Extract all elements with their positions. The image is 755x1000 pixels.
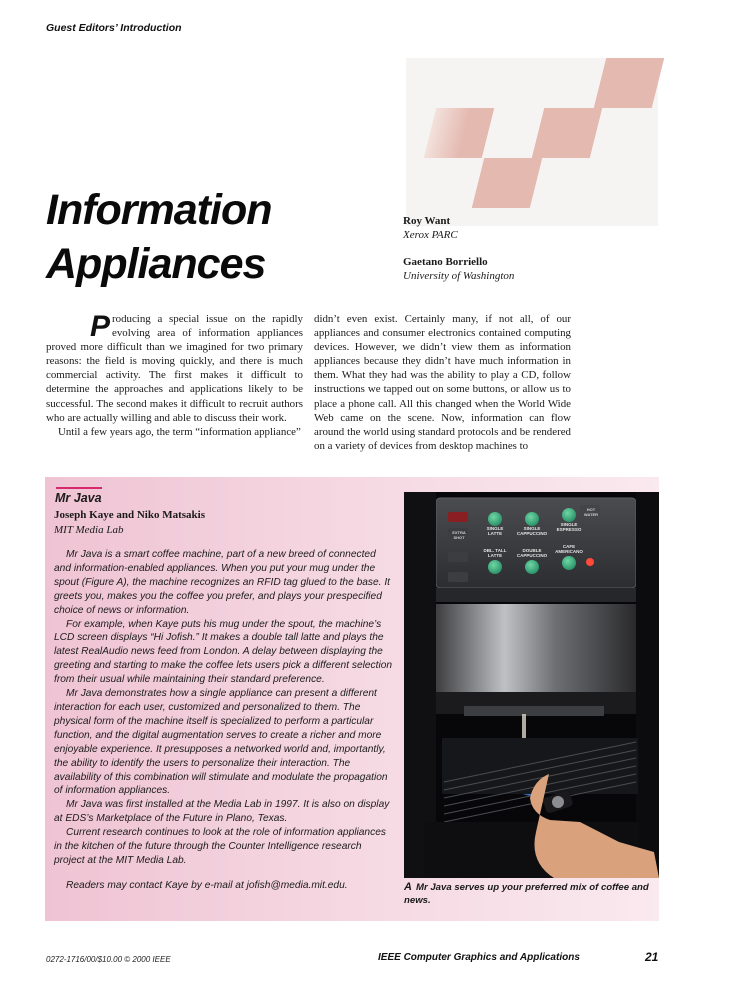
drink-button-light <box>562 508 576 522</box>
drink-button-light <box>562 556 576 570</box>
author-block <box>403 255 514 283</box>
body-paragraph: didn’t even exist. Certainly many, if not all, of our appliances and consumer electronics contained computing devices. However, we didn’t view them as information appliances because they didn’t have much information in them. What they had was the ability to play a CD, follow instructions we tapped out on some buttons, or allow us to place a phone call. All this changed when the World Wide Web came on the scene. Now, information can flow around the world using standard protocols and be rendered on a variety of devices from desktop machines to <box>314 313 571 452</box>
sidebar-contact: Readers may contact Kaye by e-mail at jofish@media.mit.edu. <box>66 879 348 891</box>
caption-label: A <box>404 881 412 893</box>
body-column-2 <box>314 312 571 453</box>
drink-button-label: DBL. TALL <box>483 548 507 553</box>
sidebar-paragraph: Current research continues to look at the role of information appliances in the kitchen of the future through the Counter Intelligence research project at the MIT Media Lab. <box>54 827 386 866</box>
drink-button <box>478 510 512 544</box>
checker-square <box>594 58 664 108</box>
coffee-machine-photo <box>404 492 659 878</box>
sidebar-accent-rule <box>56 487 102 489</box>
checker-square <box>472 158 542 208</box>
sidebar-authors: Joseph Kaye and Niko Matsakis <box>54 509 205 521</box>
caption-text: Mr Java serves up your preferred mix of coffee and news. <box>404 882 649 906</box>
author-block <box>403 214 514 242</box>
sidebar-affiliation: MIT Media Lab <box>54 524 124 536</box>
body-paragraph: Until a few years ago, the term “information appliance” <box>58 425 301 438</box>
drink-button <box>515 548 549 582</box>
checker-square <box>532 108 602 158</box>
title-line: Information <box>46 186 272 234</box>
decorative-checker-graphic <box>406 58 658 226</box>
sidebar-title: Mr Java <box>55 491 102 505</box>
running-head: Guest Editors’ Introduction <box>46 22 182 34</box>
body-column-1 <box>46 312 303 439</box>
title-line: Appliances <box>46 240 266 288</box>
author-affiliation: University of Washington <box>403 270 515 282</box>
drink-button-light <box>525 560 539 574</box>
author-list <box>403 214 514 283</box>
sidebar-paragraph: Mr Java demonstrates how a single appliance can present a different interaction for each user, customized and personalized to them. The physical form of the machine itself is specialized to perform a particular function, and the digital augmentation serves to create a richer and more enjoyable experience. It presupposes a networked world and, importantly, the ability to identify the users to personalize their interaction. The availability of this combination will stimulate and modulate the propagation of information appliances. <box>54 688 388 797</box>
sidebar-paragraph: For example, when Kaye puts his mug under the spout, the machine’s LCD screen displays “Hi Jofish.” It makes a double tall latte and plays the latest RealAudio news feed from London. A delay between displaying the greeting and starting to make the coffee lets users pick a different selection from their usual while maintaining their standard preference. <box>54 618 393 686</box>
paragraph-text: roducing a special issue on the rapidly evolving area of information appliances proved more difficult than we imagined for two primary reasons: the field is moving quickly, and there is much commercial activity. The first makes it difficult to determine the approaches and applications likely to be successful. The second makes it difficult to recruit authors who are actually willing and able to discuss their work. <box>46 313 303 424</box>
sidebar-paragraph: Mr Java was first installed at the Media Lab in 1997. It is also on display at EDS’s Marketplace of the Future in Plano, Texas. <box>54 799 390 825</box>
drink-button-label: CAFE <box>562 544 576 549</box>
drink-button <box>552 544 586 578</box>
drink-button-label: CAPPUCCINO <box>516 553 548 558</box>
drink-button-light <box>488 560 502 574</box>
footer-copyright: 0272-1716/00/$10.00 © 2000 IEEE <box>46 955 171 964</box>
author-affiliation: Xerox PARC <box>403 229 458 241</box>
author-name: Roy Want <box>403 215 451 227</box>
side-label: EXTRA SHOT <box>452 530 466 540</box>
footer-journal: IEEE Computer Graphics and Applications <box>378 952 580 963</box>
sidebar-byline <box>54 508 205 538</box>
drink-button-label: LATTE <box>487 553 503 558</box>
drink-button-label: CAPPUCCINO <box>516 531 548 536</box>
drink-button-label: SINGLE <box>560 522 578 527</box>
drink-button-label: LATTE <box>487 531 503 536</box>
drink-button-label: SINGLE <box>523 526 541 531</box>
drink-button-grid <box>478 510 588 582</box>
drink-button-label: ESPRESSO <box>556 527 582 532</box>
drink-button <box>478 548 512 582</box>
article-title <box>46 183 366 291</box>
page-number: 21 <box>645 950 659 964</box>
drink-button-light <box>525 512 539 526</box>
body-paragraph <box>46 312 303 425</box>
figure-caption <box>404 881 654 907</box>
drink-button <box>515 510 549 544</box>
checker-square <box>424 108 494 158</box>
author-name: Gaetano Borriello <box>403 256 488 268</box>
drink-button-label: DOUBLE <box>522 548 542 553</box>
drink-button-light <box>488 512 502 526</box>
drink-button-label: SINGLE <box>486 526 504 531</box>
drink-button-label: AMERICANO <box>555 549 583 554</box>
sidebar-body <box>54 548 394 893</box>
sidebar-box <box>45 477 659 921</box>
drop-cap: P <box>90 310 111 343</box>
side-label: HOT WATER <box>583 507 599 517</box>
sidebar-paragraph: Mr Java is a smart coffee machine, part of a new breed of connected and information-enabled appliances. When you put your mug under the spout (Figure A), the machine recognizes an RFID tag glued to the base. It greets you, makes you the coffee you prefer, and plays your prespecified choice of news or information. <box>54 549 390 616</box>
